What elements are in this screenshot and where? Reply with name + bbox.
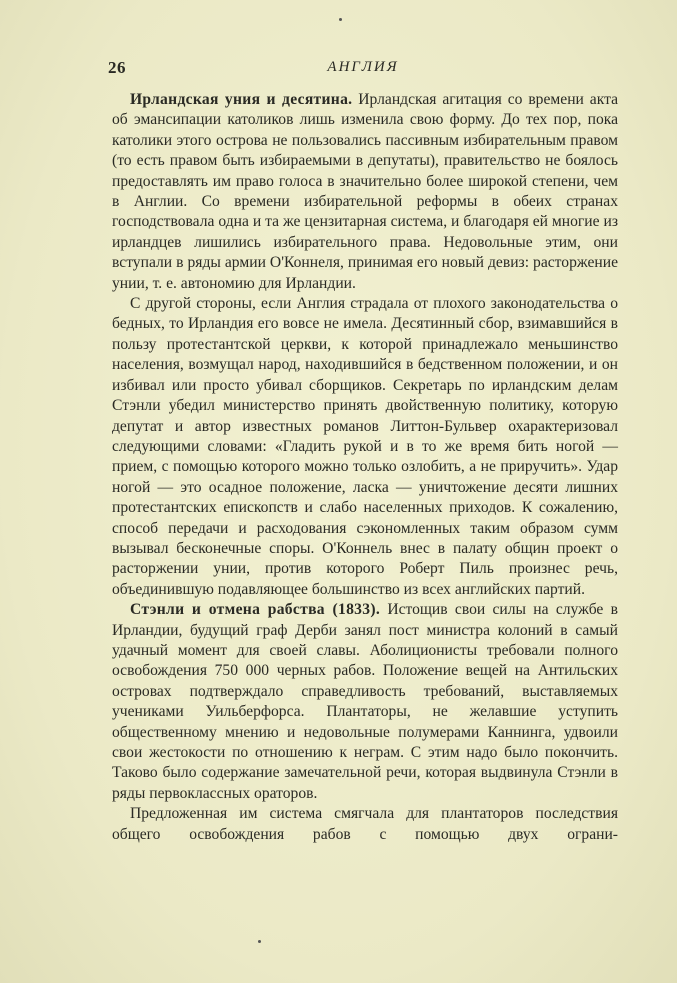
paragraph-irish-union xyxy=(112,90,618,294)
print-speck xyxy=(258,940,261,943)
body-text xyxy=(112,90,618,845)
section-heading: Ирландская уния и десятина. xyxy=(130,91,353,108)
print-speck xyxy=(339,18,342,21)
running-title: АНГЛИЯ xyxy=(327,59,399,75)
page-header xyxy=(108,58,618,80)
paragraph-text: Истощив свои силы на службе в Ирландии, будущий граф Дерби занял пост министра колоний в самый удачный момент для своей славы. Аболиционисты требовали полного освобождения 750 000 черных рабов. Положение вещей на Антильских островах подтверждало справедливость требований, выставляемых учениками Уильберфорса. Плантаторы, не желавшие уступить общественному мнению и недовольные полумерами Каннинга, удвоили свои жестокости по отношению к неграм. С этим надо было покончить. Таково было содержание замечательной речи, которая выдвинула Стэнли в ряды первоклассных ораторов. xyxy=(112,601,618,802)
paragraph-slavery-abolition xyxy=(112,600,618,804)
page-number: 26 xyxy=(108,58,126,77)
paragraph-text: Предложенная им система смягчала для плантаторов последствия общего освобождения рабов с помощью двух ограни- xyxy=(112,805,618,843)
paragraph-text: С другой стороны, если Англия страдала от плохого законодательства о бедных, то Ирландия его вовсе не имела. Десятинный сбор, взимавшийся в пользу протестантской церкви, к которой принадлежало меньшинство населения, возмущал народ, находившийся в бедственном положении, и он избивал или просто убивал сборщиков. Секретарь по ирландским делам Стэнли убедил министерство принять двойственную политику, которую депутат и автор известных романов Литтон-Бульвер охарактеризовал следующими словами: «Гладить рукой и в то же время бить ногой — прием, с помощью которого можно только озлобить, а не приручить». Удар ногой — это осадное положение, ласка — уничтожение десяти лишних протестантских епископств и слабо населенных приходов. К сожалению, способ передачи и расходования сэкономленных таким образом сумм вызывал бесконечные споры. О'Коннель внес в палату общин проект о расторжении унии, против которого Роберт Пиль произнес речь, объединившую подавляющее большинство из всех английских партий. xyxy=(112,295,618,598)
paragraph-text: Ирландская агитация со времени акта об эмансипации католиков лишь изменила свою форму. До тех пор, пока католики этого острова не пользовались пассивным избирательным правом (то есть правом быть избираемыми в депутаты), правительство не боялось предоставлять им право голоса в значительно более широкой степени, чем в Англии. Со времени избирательной реформы в обеих странах господствовала одна и та же цензитарная система, и благодаря ей многие из ирландцев лишились избирательного права. Недовольные этим, они вступали в ряды армии О'Коннеля, принимая его новый девиз: расторжение унии, т. е. автономию для Ирландии. xyxy=(112,91,618,292)
section-heading: Стэнли и отмена рабства (1833). xyxy=(130,601,381,619)
paragraph-system xyxy=(112,804,618,845)
paragraph-tithes xyxy=(112,294,618,600)
